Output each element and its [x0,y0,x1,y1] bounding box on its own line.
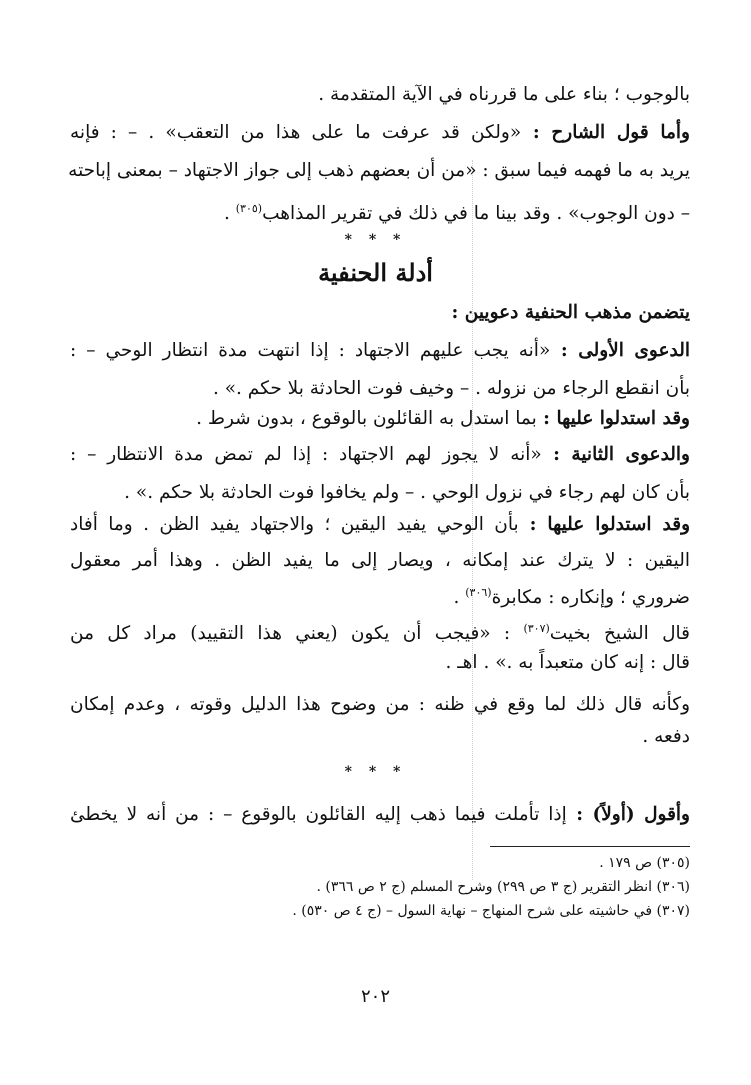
text-line [70,80,690,110]
text-line [70,546,690,576]
footnote-ref: (٣٠٧) [523,622,550,635]
text-line [70,478,690,508]
text-line [70,404,690,434]
text-segment: – دون الوجوب» . وقد بينا ما في ذلك في تقرير المذاهب [262,203,690,225]
text-segment: : «فيجب أن يكون (يعني هذا التقييد) مراد كل من [70,623,524,645]
text-line [70,336,690,366]
bold-lead: وأما قول الشارح : [521,122,690,143]
text-line [70,440,690,470]
text-segment: بما استدل به القائلون بالوقوع ، بدون شرط . [196,408,537,429]
text-segment: «ولكن قد عرفت ما على هذا من التعقب» . – : فإنه [70,122,522,143]
text-line [70,298,690,328]
footnote-rule [490,846,690,847]
text-segment: قال : إنه كان متعبداً به .» . اهـ . [445,652,690,673]
text-segment: . [453,587,466,609]
text-segment: إذا تأملت فيما ذهب إليه القائلون بالوقوع – : من أنه لا يخطئ [70,804,567,825]
footnote-ref: (٣٠٦) [465,586,492,599]
text-line [70,690,690,720]
text-segment: قال الشيخ بخيت [549,623,690,645]
footnote: (٣٠٦) انظر التقرير (ج ٣ ص ٢٩٩) وشرح المسلم (ج ٢ ص ٣٦٦) . [316,879,690,895]
text-line [70,648,690,678]
bold-lead: الدعوى الأولى : [550,340,690,361]
text-segment: «أنه يجب عليهم الاجتهاد : إذا انتهت مدة انتظار الوحي – : [70,340,551,361]
text-segment: يريد به ما فهمه فيما سبق : «من أن بعضهم ذهب إلى جواز الاجتهاد – بمعنى إباحته [68,160,690,181]
text-segment: . [223,203,236,225]
text-segment: اليقين : لا يترك عند إمكانه ، ويصار إلى ما يفيد الظن . وهذا أمر معقول [70,550,690,571]
text-segment: بأن انقطع الرجاء من نزوله . – وخيف فوت الحادثة بلا حكم .» . [212,378,690,399]
text-line [70,194,690,229]
footnote-ref: (٣٠٥) [235,202,263,215]
text-line [70,800,690,830]
text-line [70,374,690,404]
text-segment: بأن كان لهم رجاء في نزول الوحي . – ولم يخافوا فوت الحادثة بلا حكم .» . [124,482,690,503]
footnote: (٣٠٧) في حاشيته على شرح المنهاج – نهاية السول – (ج ٤ ص ٥٣٠) . [292,903,690,919]
text-segment: بأن الوحي يفيد اليقين ؛ والاجتهاد يفيد الظن . وما أفاد [70,514,519,535]
bold-lead: وقد استدلوا عليها : [518,514,691,535]
bold-lead: وقد استدلوا عليها : [536,408,690,429]
text-segment: وكأنه قال ذلك لما وقع في ظنه : من وضوح هذا الدليل وقوته ، وعدم إمكان [70,694,690,715]
text-line [70,118,690,148]
bold-lead: يتضمن مذهب الحنفية دعويين : [451,302,690,323]
text-line [70,722,690,752]
text-segment: بالوجوب ؛ بناء على ما قررناه في الآية المتقدمة . [318,84,690,105]
text-segment: «أنه لا يجوز لهم الاجتهاد : إذا لم تمض مدة الانتظار – : [70,444,542,465]
bold-lead: والدعوى الثانية : [541,444,690,465]
separator-stars-2: * * * [344,764,407,780]
text-line [70,156,690,186]
text-line [70,614,690,649]
text-segment: دفعه . [642,726,690,747]
text-line [70,578,690,613]
page-number: ٢٠٢ [360,986,390,1007]
bold-lead: وأقول (أولاً) : [566,804,690,825]
text-line [70,510,690,540]
section-heading: أدلة الحنفية [318,258,433,287]
separator-stars: * * * [344,232,407,248]
text-segment: ضروري ؛ وإنكاره : مكابرة [491,587,690,609]
footnote: (٣٠٥) ص ١٧٩ . [599,855,690,871]
